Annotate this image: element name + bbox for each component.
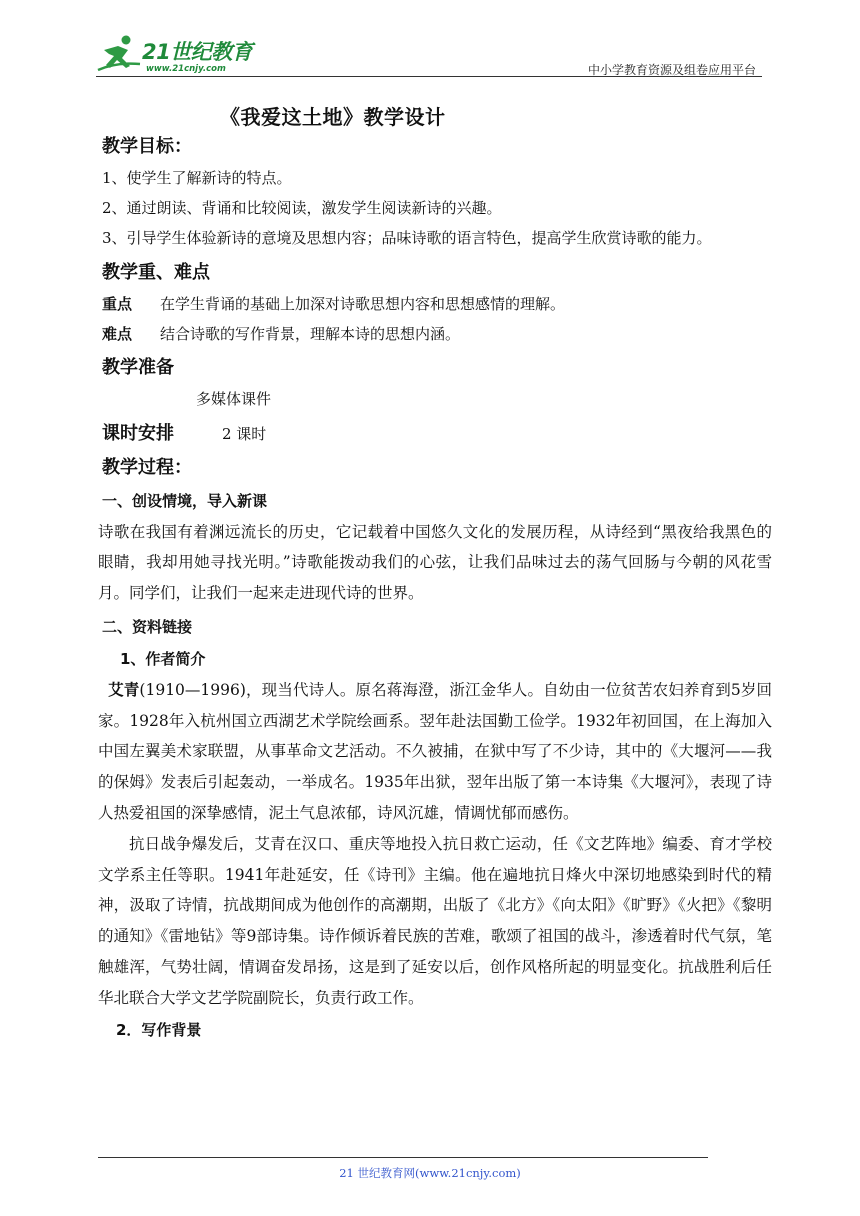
runner-logo-icon — [96, 34, 142, 74]
footer-divider — [98, 1157, 708, 1158]
key-points-heading: 教学重、难点 — [102, 262, 210, 283]
difficult-point-row — [102, 320, 772, 350]
objective-item: 3、引导学生体验新诗的意境及思想内容；品味诗歌的语言特色，提高学生欣赏诗歌的能力。 — [102, 229, 712, 247]
key-point-text: 在学生背诵的基础上加深对诗歌思想内容和思想感情的理解。 — [160, 295, 566, 313]
background-title: 2．写作背景 — [116, 1020, 202, 1039]
logo-url: www.21cnjy.com — [146, 64, 226, 74]
author-name: 艾青 — [108, 680, 140, 699]
difficult-point-label: 难点 — [102, 324, 133, 343]
section-1-text: 诗歌在我国有着渊远流长的历史，它记载着中国悠久文化的发展历程，从诗经到“黑夜给我黑色的眼睛，我却用她寻找光明。”诗歌能拨动我们的心弦，让我们品味过去的荡气回肠与今朝的风花雪月。同学们，让我们一起来走进现代诗的世界。 — [98, 522, 772, 603]
author-intro-title: 1、作者简介 — [120, 649, 206, 668]
key-point-row — [102, 290, 772, 320]
document-body — [98, 130, 772, 1046]
key-point-label: 重点 — [102, 295, 133, 313]
header-platform-text: 中小学教育资源及组卷应用平台 — [587, 63, 756, 77]
schedule-text: 2 课时 — [222, 424, 267, 443]
objectives-heading: 教学目标： — [102, 136, 192, 157]
author-paragraph-1-text: (1910—1996)，现当代诗人。原名蒋海澄，浙江金华人。自幼由一位贫苦农妇养育到5岁回家。1928年入杭州国立西湖艺术学院绘画系。翌年赴法国勤工俭学。1932年初回国，在上海加入中国左翼美术家联盟，从事革命文艺活动。不久被捕，在狱中写了不少诗，其中的《大堰河——我的保姆》发表后引起轰动，一举成名。1935年出狱，翌年出版了第一本诗集《大堰河》，表现了诗人热爱祖国的深挚感情，泥土气息浓郁，诗风沉雄，情调忧郁而感伤。 — [98, 680, 772, 823]
process-heading: 教学过程： — [102, 456, 192, 478]
preparation-heading: 教学准备 — [102, 357, 174, 378]
objective-item: 1、使学生了解新诗的特点。 — [102, 169, 292, 187]
header-divider — [96, 76, 762, 77]
logo-text: 21世纪教育 — [142, 40, 253, 64]
page-header — [96, 28, 762, 78]
schedule-row — [102, 417, 772, 451]
difficult-point-text: 结合诗歌的写作背景，理解本诗的思想内涵。 — [160, 324, 461, 343]
logo — [96, 34, 266, 78]
schedule-heading: 课时安排 — [102, 422, 174, 444]
section-1-title: 一、创设情境，导入新课 — [102, 491, 268, 510]
section-2-title: 二、资料链接 — [102, 617, 193, 636]
footer-text: 21 世纪教育网(www.21cnjy.com) — [339, 1166, 521, 1180]
document-title: 《我爱这土地》教学设计 — [220, 105, 446, 129]
objective-item: 2、通过朗读、背诵和比较阅读，激发学生阅读新诗的兴趣。 — [102, 198, 502, 217]
preparation-text: 多媒体课件 — [196, 390, 272, 408]
author-paragraph-1 — [98, 675, 772, 829]
author-paragraph-2: 抗日战争爆发后，艾青在汉口、重庆等地投入抗日救亡运动，任《文艺阵地》编委、育才学校文学系主任等职。1941年赴延安，任《诗刊》主编。他在遍地抗日烽火中深切地感染到时代的精神，汲取了诗情，抗战期间成为他创作的高潮期，出版了《北方》《向太阳》《旷野》《火把》《黎明的通知》《雷地钻》等9部诗集。诗作倾诉着民族的苦难，歌颂了祖国的战斗，渗透着时代气氛，笔触雄浑，气势壮阔，情调奋发昂扬，这是到了延安以后，创作风格所起的明显变化。抗战胜利后任华北联合大学文艺学院副院长，负责行政工作。 — [98, 834, 772, 1007]
